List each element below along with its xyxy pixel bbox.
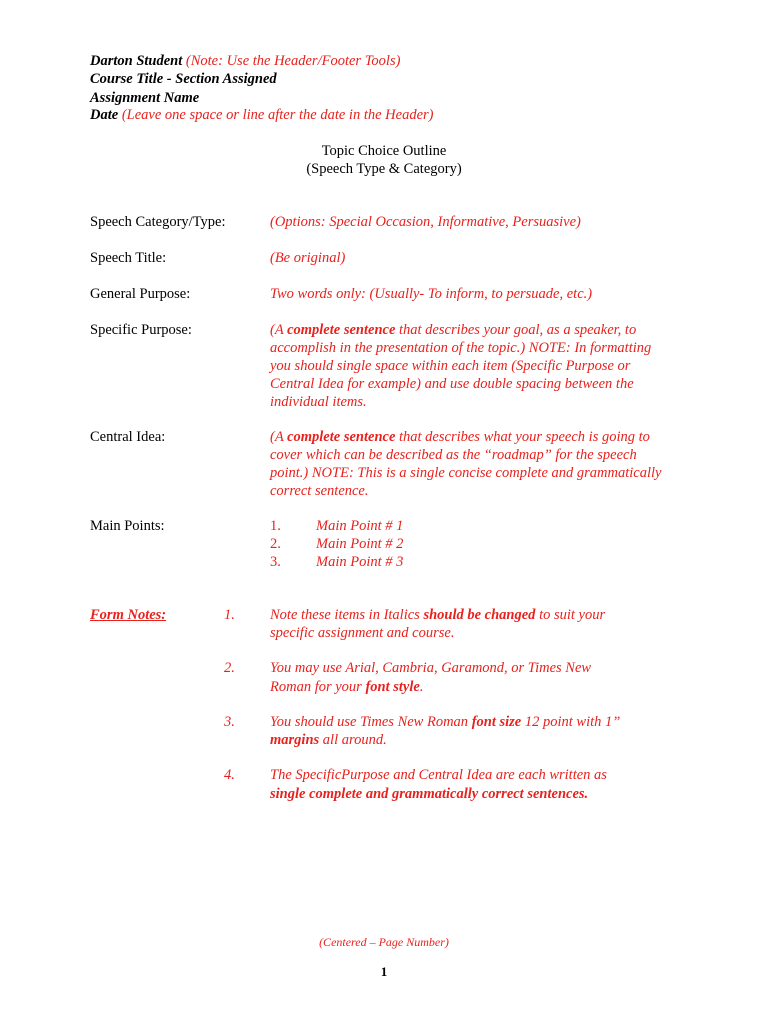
- category-label: Speech Category/Type:: [90, 214, 226, 230]
- main-points-label: Main Points:: [90, 518, 165, 534]
- note-text: Note these items in Italics: [270, 607, 424, 623]
- assignment-name: Assignment Name: [90, 90, 200, 106]
- speech-title-value: (Be original): [270, 250, 346, 266]
- note-1-number: 1.: [224, 607, 235, 623]
- main-point-number: 2.: [270, 536, 281, 552]
- central-idea-line-3: point.) NOTE: This is a single concise complete and grammatically: [270, 465, 662, 481]
- note-2-number: 2.: [224, 660, 235, 676]
- central-idea-emphasis: complete sentence: [287, 429, 396, 445]
- specific-purpose-line-4: Central Idea for example) and use double spacing between the: [270, 376, 634, 392]
- note-emphasis: font style: [365, 679, 420, 695]
- specific-purpose-line-5: individual items.: [270, 394, 367, 410]
- form-notes-label: [90, 606, 166, 624]
- central-idea-line-4: correct sentence.: [270, 483, 369, 499]
- specific-purpose-text: (A: [270, 322, 288, 338]
- main-point-text: Main Point # 2: [316, 536, 404, 552]
- note-3-number: 3.: [224, 714, 235, 730]
- category-value: (Options: Special Occasion, Informative, Persuasive): [270, 214, 581, 230]
- note-emphasis: should be changed: [423, 607, 536, 623]
- note-emphasis: font size: [471, 714, 522, 730]
- speech-title-label: Speech Title:: [90, 250, 167, 266]
- note-1-line-1: [270, 606, 605, 624]
- date-label: Date: [90, 107, 119, 123]
- note-text: Roman for your: [270, 679, 366, 695]
- note-1-line-2: specific assignment and course.: [270, 625, 455, 641]
- date-line: [90, 106, 433, 124]
- main-point-text: Main Point # 1: [316, 518, 404, 534]
- header-name-line: [90, 52, 400, 70]
- main-point-number: 3.: [270, 554, 281, 570]
- specific-purpose-text: that describes your goal, as a speaker, to: [395, 322, 637, 338]
- central-idea-text: (A: [270, 429, 288, 445]
- note-text: to suit your: [535, 607, 606, 623]
- note-2-line-1: You may use Arial, Cambria, Garamond, or Times New: [270, 660, 592, 676]
- specific-purpose-line-1: [270, 321, 636, 339]
- specific-purpose-emphasis: complete sentence: [287, 322, 396, 338]
- central-idea-line-2: cover which can be described as the “roadmap” for the speech: [270, 447, 637, 463]
- footer-note: (Centered – Page Number): [319, 935, 449, 949]
- central-idea-line-1: [270, 428, 650, 446]
- specific-purpose-label: Specific Purpose:: [90, 322, 192, 338]
- specific-purpose-line-2: accomplish in the presentation of the topic.) NOTE: In formatting: [270, 340, 652, 356]
- main-point-number: 1.: [270, 518, 281, 534]
- note-text: You should use Times New Roman: [270, 714, 472, 730]
- central-idea-text: that describes what your speech is going to: [395, 429, 650, 445]
- author-name-note: (Note: Use the Header/Footer Tools): [185, 53, 401, 69]
- course-title: Course Title - Section Assigned: [90, 71, 277, 87]
- note-text: .: [419, 679, 424, 695]
- note-4-line-1: The SpecificPurpose and Central Idea are each written as: [270, 767, 607, 783]
- page-number: 1: [380, 964, 388, 979]
- document-title: Topic Choice Outline: [321, 143, 447, 159]
- note-3-line-2: [270, 731, 387, 749]
- form-notes-label-text: Form Notes:: [90, 607, 167, 623]
- note-text: all around.: [319, 732, 387, 748]
- note-4-number: 4.: [224, 767, 235, 783]
- note-2-line-2: [270, 678, 423, 696]
- document-subtitle: (Speech Type & Category): [306, 161, 462, 177]
- note-4-line-2: single complete and grammatically correct sentences.: [270, 786, 589, 802]
- note-3-line-1: [270, 713, 620, 731]
- general-purpose-label: General Purpose:: [90, 286, 191, 302]
- note-text: 12 point with 1”: [521, 714, 621, 730]
- specific-purpose-line-3: you should single space within each item (Specific Purpose or: [270, 358, 631, 374]
- date-note: (Leave one space or line after the date in the Header): [121, 107, 434, 123]
- note-emphasis: margins: [270, 732, 320, 748]
- central-idea-label: Central Idea:: [90, 429, 166, 445]
- general-purpose-value: Two words only: (Usually- To inform, to persuade, etc.): [270, 286, 593, 302]
- main-point-text: Main Point # 3: [316, 554, 404, 570]
- author-name: Darton Student: [90, 53, 183, 69]
